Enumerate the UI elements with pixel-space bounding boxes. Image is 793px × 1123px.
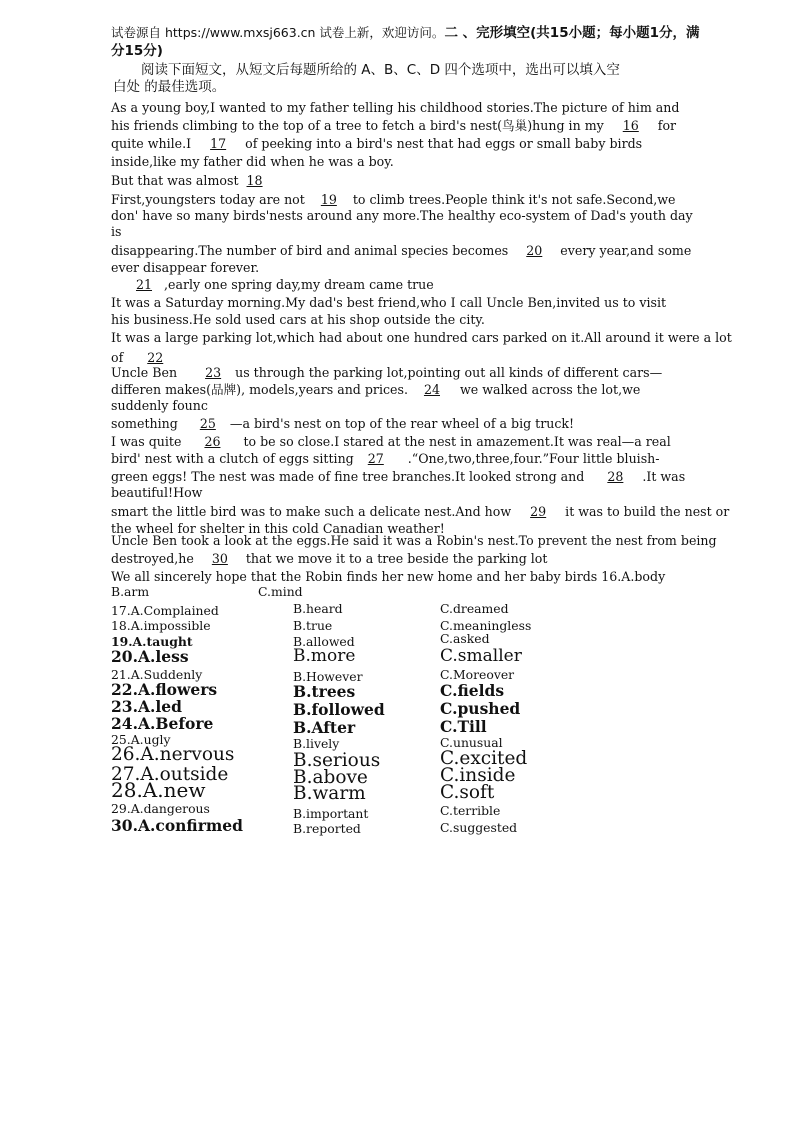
option-b: B.However xyxy=(293,669,363,684)
passage-text: I was quite xyxy=(111,434,182,449)
option-b: B.warm xyxy=(293,783,366,804)
passage-text: it was to build the nest or xyxy=(565,504,730,519)
option-b: B.allowed xyxy=(293,634,355,649)
option-b: B.above xyxy=(293,767,368,788)
passage-line xyxy=(111,365,662,381)
passage-line xyxy=(111,173,267,189)
passage-line xyxy=(111,192,676,208)
option-c: C.smaller xyxy=(440,646,522,666)
blank-30: 30 xyxy=(211,551,228,566)
passage-line xyxy=(111,382,640,398)
passage-line: As a young boy,I wanted to my father telling his childhood stories.The picture of him and xyxy=(111,100,680,115)
blank-21: 21 xyxy=(135,277,153,292)
passage-text: bird' nest with a clutch of eggs sitting xyxy=(111,451,354,466)
passage-line: It was a large parking lot,which had about one hundred cars parked on it.All around it were a lot xyxy=(111,330,732,345)
passage-line xyxy=(111,434,671,450)
blank-29: 29 xyxy=(530,504,547,519)
passage-text: to be so close.I stared at the nest in amazement.It was real—a real xyxy=(243,434,671,449)
passage-line: his business.He sold used cars at his shop outside the city. xyxy=(111,312,485,327)
passage-text: But that was almost xyxy=(111,173,239,188)
passage-text: destroyed,he xyxy=(111,551,194,566)
option-c: C.meaningless xyxy=(440,618,532,633)
option-b: B.more xyxy=(293,646,356,666)
instruction-line-1: 阅读下面短文，从短文后每题所给的 A、B、C、D 四个选项中，选出可以填入空 xyxy=(141,62,620,78)
passage-line: Uncle Ben took a look at the eggs.He said it was a Robin's nest.To prevent the nest from being xyxy=(111,533,717,548)
passage-line: beautiful!How xyxy=(111,485,203,500)
option-a: 28.A.new xyxy=(111,778,206,802)
option-c: C.terrible xyxy=(440,803,501,818)
option-c: C.Till xyxy=(440,717,487,736)
option-a: 19.A.taught xyxy=(111,634,193,649)
option-b: C.mind xyxy=(258,584,303,599)
option-c: C.pushed xyxy=(440,699,521,718)
option-b: B.true xyxy=(293,618,333,633)
passage-line xyxy=(111,551,547,567)
passage-line xyxy=(128,277,434,293)
option-c: C.dreamed xyxy=(440,601,509,616)
passage-text: for xyxy=(657,118,677,133)
passage-text: .It was xyxy=(642,469,686,484)
passage-line xyxy=(111,350,163,366)
passage-text: differen makes(品牌), models,years and prices. xyxy=(111,382,408,397)
option-a: 25.A.ugly xyxy=(111,732,171,747)
blank-25: 25 xyxy=(199,416,216,431)
passage-line: the wheel for shelter in this cold Canadian weather! xyxy=(111,521,445,536)
passage-text: that we move it to a tree beside the parking lot xyxy=(245,551,548,566)
option-b: B.reported xyxy=(293,821,361,836)
passage-line xyxy=(111,451,660,467)
option-a: B.arm xyxy=(111,584,150,599)
option-c: C.suggested xyxy=(440,820,518,835)
section-title: 二 、完形填空(共15小题；每小题1分，满 xyxy=(444,25,700,41)
blank-16: 16 xyxy=(622,118,639,133)
header-line xyxy=(111,25,700,41)
option-a: 22.A.flowers xyxy=(111,680,218,699)
passage-line: ever disappear forever. xyxy=(111,260,260,275)
passage-text: quite while.I xyxy=(111,136,192,151)
option-b: B.lively xyxy=(293,736,340,751)
option-a: 18.A.impossible xyxy=(111,618,211,633)
option-a: 17.A.Complained xyxy=(111,603,219,618)
passage-text: something xyxy=(111,416,178,431)
passage-line xyxy=(111,504,729,520)
option-c: C.Moreover xyxy=(440,667,515,682)
option-b: B.After xyxy=(293,718,356,737)
passage-line: We all sincerely hope that the Robin finds her new home and her baby birds 16.A.body xyxy=(111,569,666,584)
passage-text: of xyxy=(111,350,124,365)
option-a: 29.A.dangerous xyxy=(111,801,210,816)
blank-17: 17 xyxy=(210,136,227,151)
passage-line: inside,like my father did when he was a boy. xyxy=(111,154,394,169)
passage-text: disappearing.The number of bird and animal species becomes xyxy=(111,243,509,258)
option-a: 21.A.Suddenly xyxy=(111,667,203,682)
option-a: 26.A.nervous xyxy=(111,744,235,765)
passage-text: to climb trees.People think it's not safe.Second,we xyxy=(352,192,676,207)
option-c: C.soft xyxy=(440,782,495,803)
blank-23: 23 xyxy=(205,365,222,380)
option-c: C.unusual xyxy=(440,735,503,750)
passage-text: .“One,two,three,four.”Four little bluish- xyxy=(407,451,660,466)
passage-text: green eggs! The nest was made of fine tree branches.It looked strong and xyxy=(111,469,585,484)
blank-22: 22 xyxy=(147,350,164,365)
passage-line: It was a Saturday morning.My dad's best friend,who I call Uncle Ben,invited us to visit xyxy=(111,295,667,310)
passage-line xyxy=(111,243,691,259)
option-c: C.inside xyxy=(440,765,516,786)
passage-line xyxy=(111,136,642,152)
option-b: B.important xyxy=(293,806,369,821)
passage-text: his friends climbing to the top of a tree to fetch a bird's nest(鸟巢)hung in my xyxy=(111,118,604,133)
option-a: 27.A.outside xyxy=(111,764,229,785)
blank-24: 24 xyxy=(423,382,440,397)
option-b: B.trees xyxy=(293,682,356,701)
option-a: 20.A.less xyxy=(111,647,189,666)
option-a: 24.A.Before xyxy=(111,714,214,733)
passage-line xyxy=(111,469,685,485)
option-a: 30.A.confirmed xyxy=(111,816,243,835)
blank-26: 26 xyxy=(204,434,221,449)
passage-line: don' have so many birds'nests around any more.The healthy eco-system of Dad's youth day xyxy=(111,208,693,223)
passage-line: suddenly founc xyxy=(111,398,208,413)
passage-text: smart the little bird was to make such a delicate nest.And how xyxy=(111,504,512,519)
passage-text: us through the parking lot,pointing out all kinds of different cars— xyxy=(235,365,663,380)
passage-line: is xyxy=(111,224,122,239)
option-c: C.excited xyxy=(440,748,528,769)
option-b: B.heard xyxy=(293,601,343,616)
passage-text: ,early one spring day,my dream came true xyxy=(164,277,434,292)
option-a: 23.A.led xyxy=(111,697,182,716)
blank-18: 18 xyxy=(246,173,263,188)
section-title-continued: 分15分) xyxy=(111,43,163,59)
option-c: C.asked xyxy=(440,631,490,646)
source-line: 试卷源自 https://www.mxsj663.cn 试卷上新，欢迎访问。 xyxy=(111,25,445,40)
blank-19: 19 xyxy=(320,192,337,207)
passage-text: First,youngsters today are not xyxy=(111,192,305,207)
instruction-line-2: 白处 的最佳选项。 xyxy=(113,79,226,95)
passage-text: of peeking into a bird's nest that had eggs or small baby birds xyxy=(245,136,643,151)
blank-28: 28 xyxy=(607,469,624,484)
option-c: C.fields xyxy=(440,681,505,700)
option-b: B.followed xyxy=(293,700,385,719)
option-b: B.serious xyxy=(293,750,381,771)
passage-line xyxy=(111,416,574,432)
passage-text: Uncle Ben xyxy=(111,365,178,380)
blank-20: 20 xyxy=(526,243,543,258)
passage-text: every year,and some xyxy=(560,243,692,258)
passage-text: we walked across the lot,we xyxy=(459,382,641,397)
passage-line xyxy=(111,118,676,134)
blank-27: 27 xyxy=(367,451,384,466)
passage-text: —a bird's nest on top of the rear wheel of a big truck! xyxy=(229,416,575,431)
